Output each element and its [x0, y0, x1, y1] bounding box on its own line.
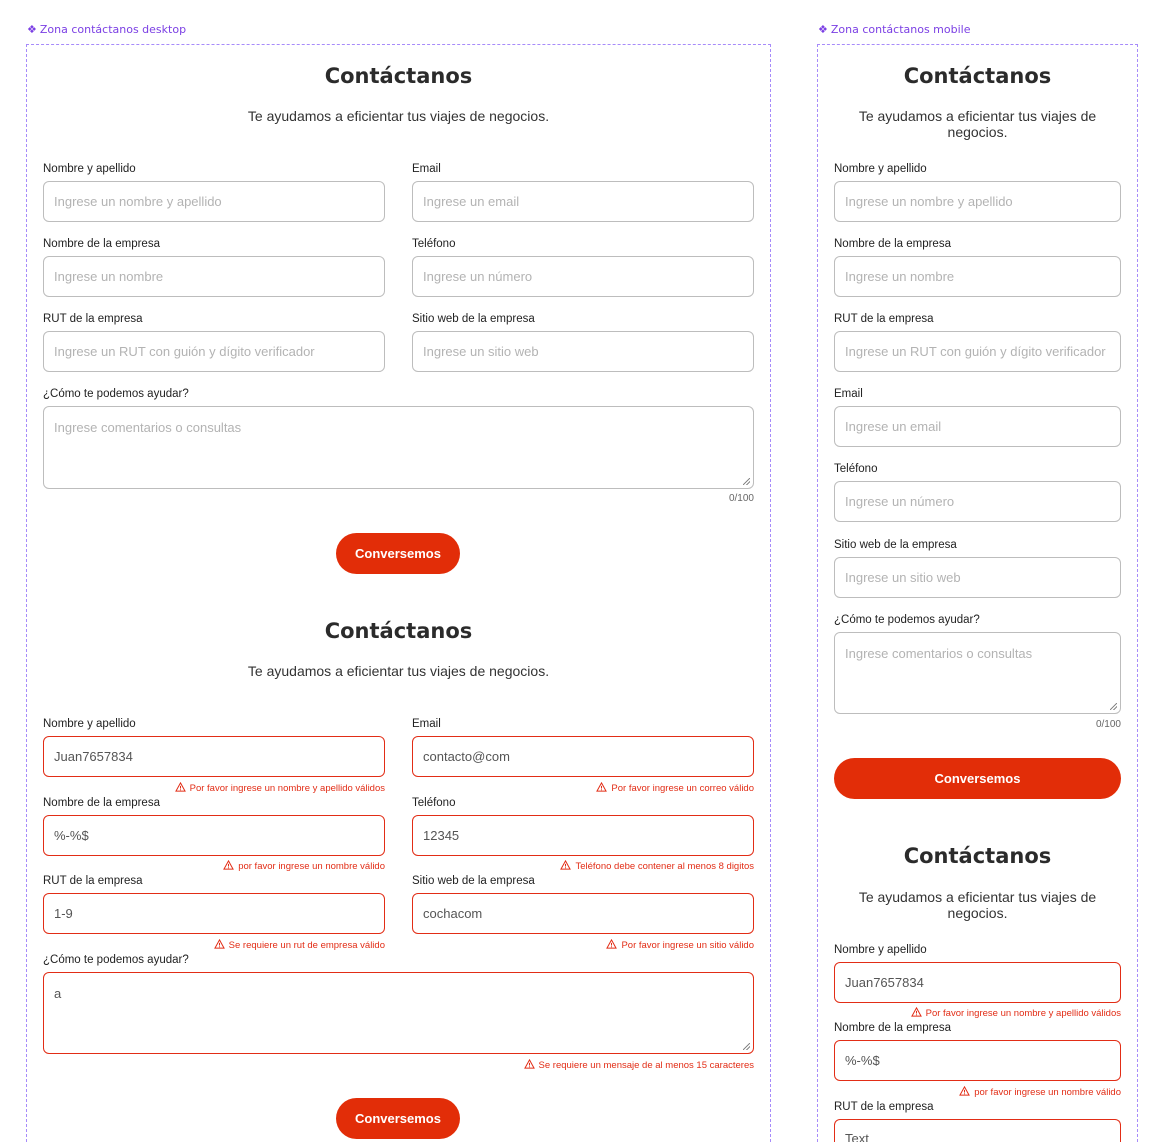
- rut-label: RUT de la empresa: [834, 313, 934, 325]
- website-input[interactable]: Ingrese un sitio web: [412, 331, 754, 372]
- form-title: Contáctanos: [324, 64, 473, 88]
- help-textarea[interactable]: Ingrese comentarios o consultas: [43, 406, 754, 489]
- phone-label: Teléfono: [412, 797, 456, 809]
- conversemos-button[interactable]: Conversemos: [834, 758, 1121, 799]
- help-label: ¿Cómo te podemos ayudar?: [43, 954, 189, 966]
- phone-error: Teléfono debe contener al menos 8 digitos: [412, 860, 754, 872]
- resize-handle-icon[interactable]: [743, 1043, 750, 1050]
- rut-input-error[interactable]: Text: [834, 1119, 1121, 1142]
- website-label: Sitio web de la empresa: [412, 875, 535, 887]
- website-input-error[interactable]: cochacom: [412, 893, 754, 934]
- resize-handle-icon[interactable]: [743, 478, 750, 485]
- zone-label-desktop: ❖ Zona contáctanos desktop: [27, 23, 187, 36]
- rut-input-error[interactable]: 1-9: [43, 893, 385, 934]
- rut-error: Se requiere un rut de empresa válido: [43, 939, 385, 951]
- help-error: Se requiere un mensaje de al menos 15 caracteres: [43, 1059, 754, 1071]
- website-error: Por favor ingrese un sitio válido: [412, 939, 754, 951]
- company-error: por favor ingrese un nombre válido: [834, 1086, 1121, 1098]
- website-label: Sitio web de la empresa: [412, 313, 535, 325]
- company-label: Nombre de la empresa: [43, 238, 160, 250]
- warning-triangle-icon: [524, 1059, 535, 1069]
- conversemos-button[interactable]: Conversemos: [336, 533, 460, 574]
- phone-label: Teléfono: [412, 238, 456, 250]
- form-subtitle: Te ayudamos a eficientar tus viajes de negocios.: [858, 108, 1097, 140]
- help-label: ¿Cómo te podemos ayudar?: [834, 614, 980, 626]
- phone-input[interactable]: Ingrese un número: [834, 481, 1121, 522]
- name-label: Nombre y apellido: [43, 718, 136, 730]
- form-subtitle-error: Te ayudamos a eficientar tus viajes de negocios.: [247, 663, 550, 679]
- phone-label: Teléfono: [834, 463, 878, 475]
- name-label: Nombre y apellido: [43, 163, 136, 175]
- warning-triangle-icon: [175, 782, 186, 792]
- name-error: Por favor ingrese un nombre y apellido válidos: [834, 1007, 1121, 1019]
- company-error: por favor ingrese un nombre válido: [43, 860, 385, 872]
- name-label: Nombre y apellido: [834, 944, 927, 956]
- conversemos-button[interactable]: Conversemos: [336, 1098, 460, 1139]
- company-label: Nombre de la empresa: [834, 1022, 951, 1034]
- warning-triangle-icon: [596, 782, 607, 792]
- char-counter: 0/100: [728, 493, 754, 504]
- email-label: Email: [412, 718, 441, 730]
- help-textarea-error[interactable]: a: [43, 972, 754, 1054]
- company-input[interactable]: Ingrese un nombre: [834, 256, 1121, 297]
- company-label: Nombre de la empresa: [43, 797, 160, 809]
- name-label: Nombre y apellido: [834, 163, 927, 175]
- email-input-error[interactable]: contacto@com: [412, 736, 754, 777]
- rut-label: RUT de la empresa: [43, 313, 143, 325]
- name-input-error[interactable]: Juan7657834: [834, 962, 1121, 1003]
- warning-triangle-icon: [223, 860, 234, 870]
- rut-label: RUT de la empresa: [834, 1101, 934, 1113]
- warning-triangle-icon: [214, 939, 225, 949]
- email-label: Email: [412, 163, 441, 175]
- rut-input[interactable]: Ingrese un RUT con guión y dígito verificador: [834, 331, 1121, 372]
- zone-label-mobile: ❖ Zona contáctanos mobile: [818, 23, 971, 36]
- website-input[interactable]: Ingrese un sitio web: [834, 557, 1121, 598]
- company-input[interactable]: Ingrese un nombre: [43, 256, 385, 297]
- phone-input[interactable]: Ingrese un número: [412, 256, 754, 297]
- email-input[interactable]: Ingrese un email: [834, 406, 1121, 447]
- company-input-error[interactable]: %-%$: [43, 815, 385, 856]
- name-error: Por favor ingrese un nombre y apellido válidos: [43, 782, 385, 794]
- form-title-error: Contáctanos: [903, 844, 1052, 868]
- char-counter: 0/100: [1095, 719, 1121, 730]
- rut-input[interactable]: Ingrese un RUT con guión y dígito verificador: [43, 331, 385, 372]
- website-label: Sitio web de la empresa: [834, 539, 957, 551]
- warning-triangle-icon: [911, 1007, 922, 1017]
- email-error: Por favor ingrese un correo válido: [412, 782, 754, 794]
- phone-input-error[interactable]: 12345: [412, 815, 754, 856]
- warning-triangle-icon: [959, 1086, 970, 1096]
- email-input[interactable]: Ingrese un email: [412, 181, 754, 222]
- resize-handle-icon[interactable]: [1110, 703, 1117, 710]
- component-diamond-icon: ❖: [818, 23, 828, 36]
- name-input[interactable]: Ingrese un nombre y apellido: [834, 181, 1121, 222]
- warning-triangle-icon: [606, 939, 617, 949]
- help-textarea[interactable]: Ingrese comentarios o consultas: [834, 632, 1121, 714]
- rut-label: RUT de la empresa: [43, 875, 143, 887]
- email-label: Email: [834, 388, 863, 400]
- name-input-error[interactable]: Juan7657834: [43, 736, 385, 777]
- help-label: ¿Cómo te podemos ayudar?: [43, 388, 189, 400]
- name-input[interactable]: Ingrese un nombre y apellido: [43, 181, 385, 222]
- company-label: Nombre de la empresa: [834, 238, 951, 250]
- warning-triangle-icon: [560, 860, 571, 870]
- company-input-error[interactable]: %-%$: [834, 1040, 1121, 1081]
- form-title: Contáctanos: [903, 64, 1052, 88]
- form-subtitle: Te ayudamos a eficientar tus viajes de negocios.: [247, 108, 550, 124]
- form-subtitle-error: Te ayudamos a eficientar tus viajes de negocios.: [858, 889, 1097, 921]
- form-title-error: Contáctanos: [324, 619, 473, 643]
- component-diamond-icon: ❖: [27, 23, 37, 36]
